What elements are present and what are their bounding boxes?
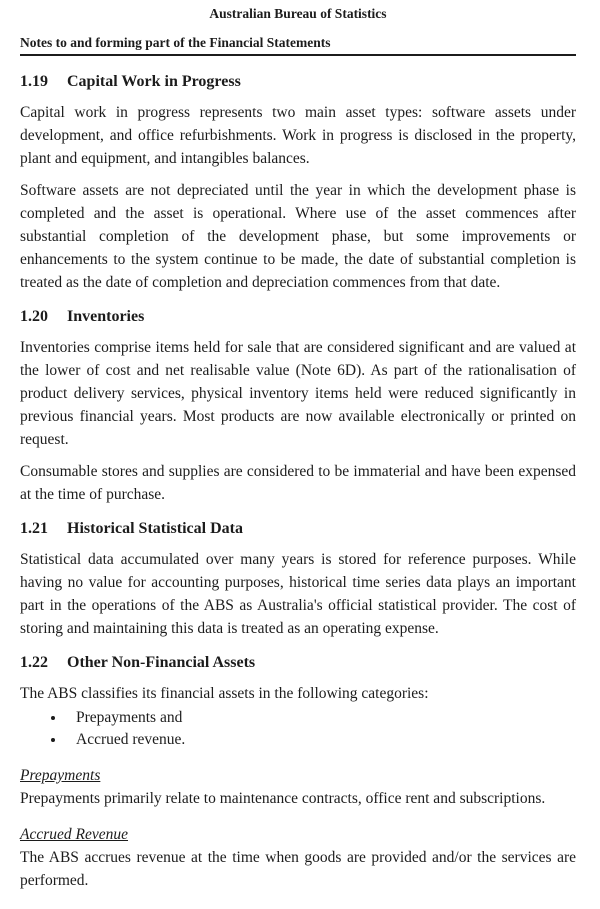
section-title: Historical Statistical Data (67, 520, 243, 537)
bullet-item: • Prepayments and (66, 707, 576, 729)
paragraph: Statistical data accumulated over many years is stored for reference purposes. While having no value for accounting purposes, historical time series data plays an important part in the operations of the ABS as Australia's official statistical provider. The cost of storing and maintaining this data is treated as an operating expense. (20, 551, 576, 637)
paragraph: Inventories comprise items held for sale that are considered significant and are valued at the lower of cost and net realisable value (Note 6D). As part of the rationalisation of product delivery services, physical inventory items held were reduced significantly in previous financial years. Most products are now available electronically or printed on request. (20, 339, 576, 448)
section-title: Inventories (67, 308, 145, 325)
paragraph: Consumable stores and supplies are considered to be immaterial and have been expensed at the time of purchase. (20, 463, 576, 503)
section-other-non-financial-assets (20, 653, 576, 892)
subsection-heading: Accrued Revenue (20, 826, 129, 843)
notes-header-text: Notes to and forming part of the Financial Statements (20, 35, 331, 50)
section-number: 1.22 (20, 654, 48, 671)
notes-header-rule (20, 34, 576, 56)
section-capital-work-in-progress (20, 72, 576, 294)
document-header-title: Australian Bureau of Statistics (209, 6, 387, 21)
section-number: 1.20 (20, 308, 48, 325)
section-inventories (20, 307, 576, 506)
subsection-accrued-revenue (20, 824, 576, 892)
bullet-item: • Accrued revenue. (66, 729, 576, 751)
section-historical-statistical-data (20, 519, 576, 640)
subsection-heading: Prepayments (20, 767, 101, 784)
section-heading (20, 653, 576, 673)
paragraph: Capital work in progress represents two main asset types: software assets under development, and office refurbishments. Work in progress is disclosed in the property, plant and equipment, and intangibles balances. (20, 104, 576, 167)
category-bullet-list (20, 707, 576, 751)
section-number: 1.21 (20, 520, 48, 537)
section-number: 1.19 (20, 73, 48, 90)
subsection-prepayments (20, 765, 576, 810)
section-title: Capital Work in Progress (67, 73, 241, 90)
paragraph: The ABS classifies its financial assets in the following categories: (20, 685, 429, 702)
section-heading (20, 307, 576, 327)
section-heading (20, 72, 576, 92)
section-heading (20, 519, 576, 539)
paragraph: Prepayments primarily relate to maintenance contracts, office rent and subscriptions. (20, 790, 546, 807)
section-title: Other Non-Financial Assets (67, 654, 256, 671)
paragraph: The ABS accrues revenue at the time when goods are provided and/or the services are performed. (20, 849, 576, 889)
paragraph: Software assets are not depreciated until the year in which the development phase is completed and the asset is operational. Where use of the asset commences after substantial completion of the development phase, but some improvements or enhancements to the system continue to be made, the date of substantial completion is treated as the date of completion and depreciation commences from that date. (20, 182, 576, 291)
